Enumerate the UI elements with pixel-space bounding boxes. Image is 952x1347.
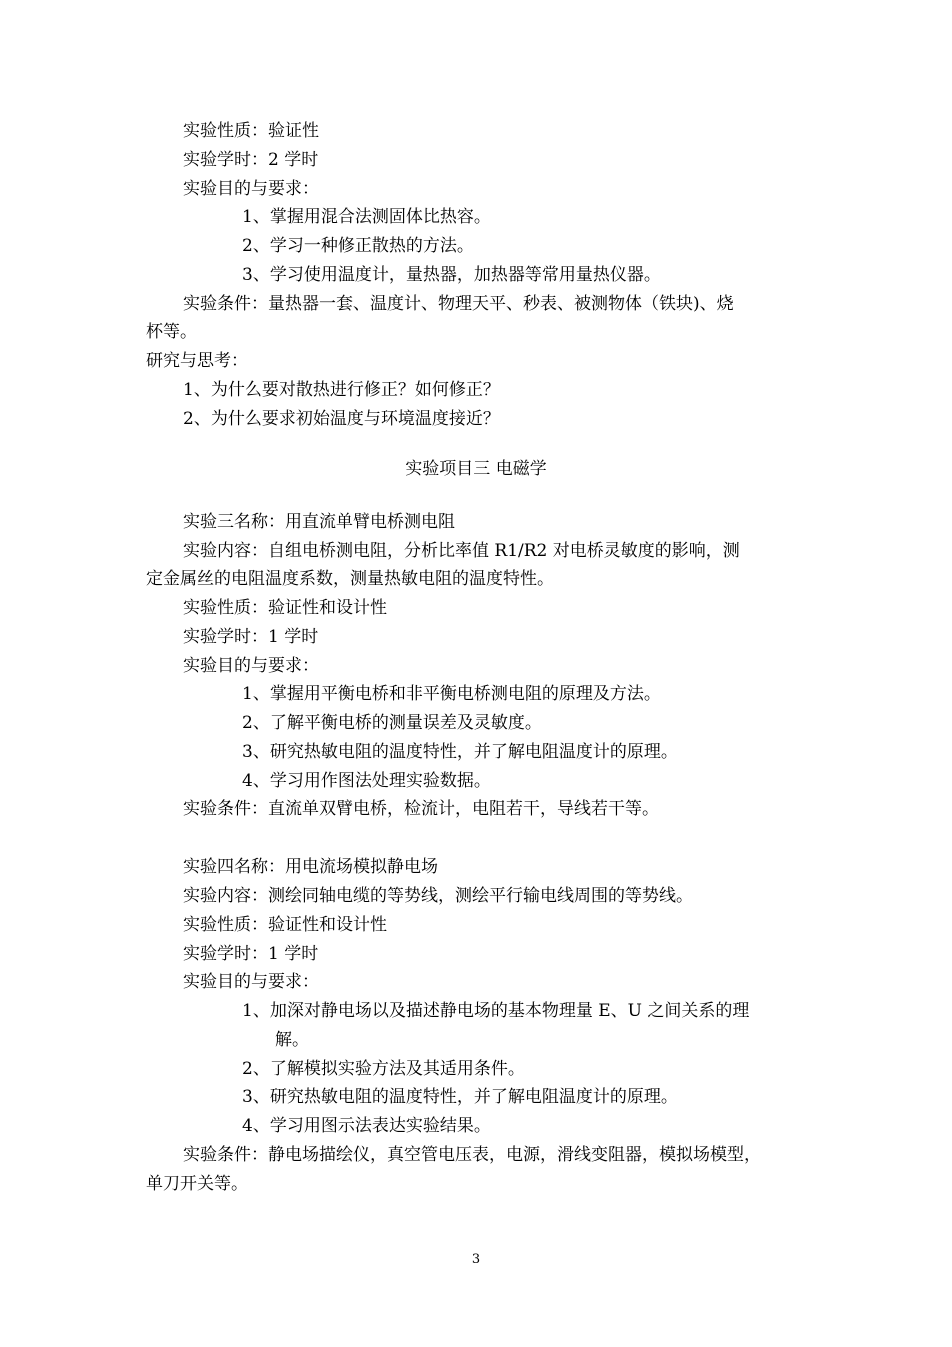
page-number: 3 (471, 1252, 481, 1267)
conditions-continued: 单刀开关等。 (146, 1174, 248, 1194)
conditions-continued: 杯等。 (146, 322, 197, 342)
conditions: 实验条件：静电场描绘仪，真空管电压表，电源，滑线变阻器，模拟场模型， (183, 1145, 761, 1165)
experiment-nature: 实验性质：验证性 (183, 121, 319, 141)
experiment-name: 实验三名称：用直流单臂电桥测电阻 (183, 512, 455, 532)
experiment-nature: 实验性质：验证性和设计性 (183, 598, 387, 618)
experiment-content: 实验内容：自组电桥测电阻，分析比率值 R1/R2 对电桥灵敏度的影响，测 (183, 541, 740, 561)
question-item: 1、为什么要对散热进行修正？如何修正？ (183, 380, 500, 400)
conditions: 实验条件：量热器一套、温度计、物理天平、秒表、被测物体（铁块)、烧 (183, 294, 734, 314)
experiment-nature: 实验性质：验证性和设计性 (183, 915, 387, 935)
goal-item: 2、了解模拟实验方法及其适用条件。 (242, 1059, 525, 1079)
goal-item-continued: 解。 (275, 1030, 309, 1050)
goal-item: 2、了解平衡电桥的测量误差及灵敏度。 (242, 713, 542, 733)
goal-item: 3、研究热敏电阻的温度特性，并了解电阻温度计的原理。 (242, 742, 678, 762)
goal-item: 3、研究热敏电阻的温度特性，并了解电阻温度计的原理。 (242, 1087, 678, 1107)
goal-item: 1、掌握用平衡电桥和非平衡电桥测电阻的原理及方法。 (242, 684, 661, 704)
goal-item: 2、学习一种修正散热的方法。 (242, 236, 474, 256)
conditions: 实验条件：直流单双臂电桥，检流计，电阻若干，导线若干等。 (183, 799, 659, 819)
research-heading: 研究与思考： (146, 351, 248, 371)
experiment-name: 实验四名称：用电流场模拟静电场 (183, 857, 438, 877)
experiment-content: 实验内容：测绘同轴电缆的等势线，测绘平行输电线周围的等势线。 (183, 886, 693, 906)
experiment-hours: 实验学时：2 学时 (183, 150, 319, 170)
goal-item: 1、加深对静电场以及描述静电场的基本物理量 E、U 之间关系的理 (242, 1001, 750, 1021)
goal-heading: 实验目的与要求： (183, 656, 319, 676)
project-title: 实验项目三 电磁学 (405, 459, 547, 479)
question-item: 2、为什么要求初始温度与环境温度接近？ (183, 409, 500, 429)
experiment-content-continued: 定金属丝的电阻温度系数，测量热敏电阻的温度特性。 (146, 569, 554, 589)
goal-item: 1、掌握用混合法测固体比热容。 (242, 207, 491, 227)
goal-heading: 实验目的与要求： (183, 972, 319, 992)
goal-item: 4、学习用图示法表达实验结果。 (242, 1116, 491, 1136)
experiment-hours: 实验学时：1 学时 (183, 627, 319, 647)
goal-item: 3、学习使用温度计，量热器，加热器等常用量热仪器。 (242, 265, 661, 285)
goal-item: 4、学习用作图法处理实验数据。 (242, 771, 491, 791)
experiment-hours: 实验学时：1 学时 (183, 944, 319, 964)
goal-heading: 实验目的与要求： (183, 179, 319, 199)
